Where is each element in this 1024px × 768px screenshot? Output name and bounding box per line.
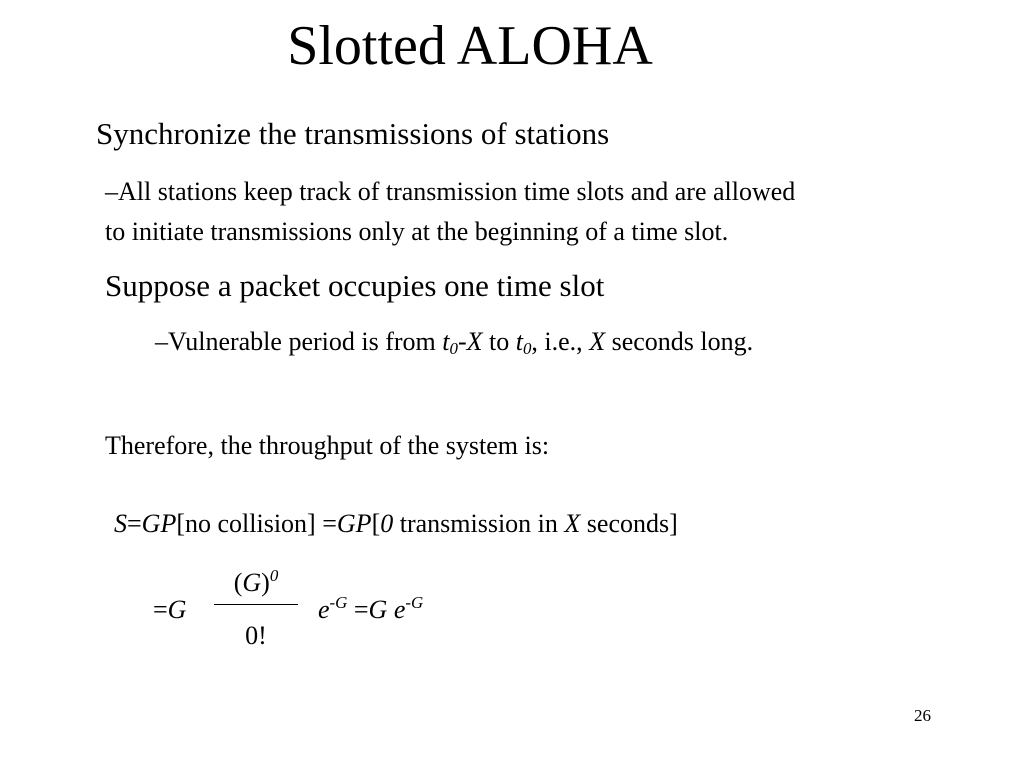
fraction-bar bbox=[214, 604, 298, 605]
vp-t0-a: t bbox=[442, 327, 450, 356]
throughput-equation bbox=[114, 506, 678, 542]
sub-bullet-line-2: to initiate transmissions only at the beginning of a time slot. bbox=[105, 217, 729, 246]
eq1-s: S bbox=[114, 509, 127, 538]
eq1-gp-a: GP bbox=[141, 509, 177, 538]
slide-title: Slotted ALOHA bbox=[287, 15, 653, 77]
vp-ie: , i.e., bbox=[531, 327, 590, 356]
eq1-seconds: seconds] bbox=[580, 509, 678, 538]
vp-to: to bbox=[482, 327, 516, 356]
eq2-lead: =G bbox=[153, 595, 187, 624]
sub-bullet-line-1: –All stations keep track of transmission time slots and are allowed bbox=[105, 177, 796, 206]
vp-x-a: X bbox=[466, 327, 483, 356]
fraction-numerator: $(G)^0$ bbox=[233, 565, 279, 597]
vp-text-end: seconds long. bbox=[605, 327, 754, 356]
eq1-open-bracket: [ bbox=[371, 509, 381, 538]
vp-dash: - bbox=[457, 327, 467, 356]
eq1-x: X bbox=[564, 509, 581, 538]
eq2-exponential: $e^{-G} =G$ $e^{-G}$ bbox=[318, 592, 424, 624]
therefore-text: Therefore, the throughput of the system is: bbox=[105, 431, 550, 460]
vp-text-1: –Vulnerable period is from bbox=[155, 327, 443, 356]
vp-x-b: X bbox=[589, 327, 606, 356]
eq1-zero: 0 bbox=[380, 509, 394, 538]
eq1-transmission-in: transmission in bbox=[393, 509, 565, 538]
eq1-gp-b: GP bbox=[336, 509, 372, 538]
vp-sub0-b: 0 bbox=[522, 339, 532, 359]
vp-sub0-a: 0 bbox=[449, 339, 458, 359]
eq1-no-collision: [no collision] = bbox=[176, 509, 337, 538]
vp-t0-b: t bbox=[515, 327, 523, 356]
sub-bullet-vulnerable-period bbox=[155, 322, 753, 362]
bullet-packet-slot: Suppose a packet occupies one time slot bbox=[105, 268, 605, 303]
page-number: 26 bbox=[914, 706, 931, 725]
sub-bullet-time-slots bbox=[105, 172, 795, 252]
fraction-denominator: 0! bbox=[245, 621, 267, 650]
bullet-synchronize: Synchronize the transmissions of stations bbox=[96, 116, 610, 151]
eq1-equals: = bbox=[127, 509, 142, 538]
